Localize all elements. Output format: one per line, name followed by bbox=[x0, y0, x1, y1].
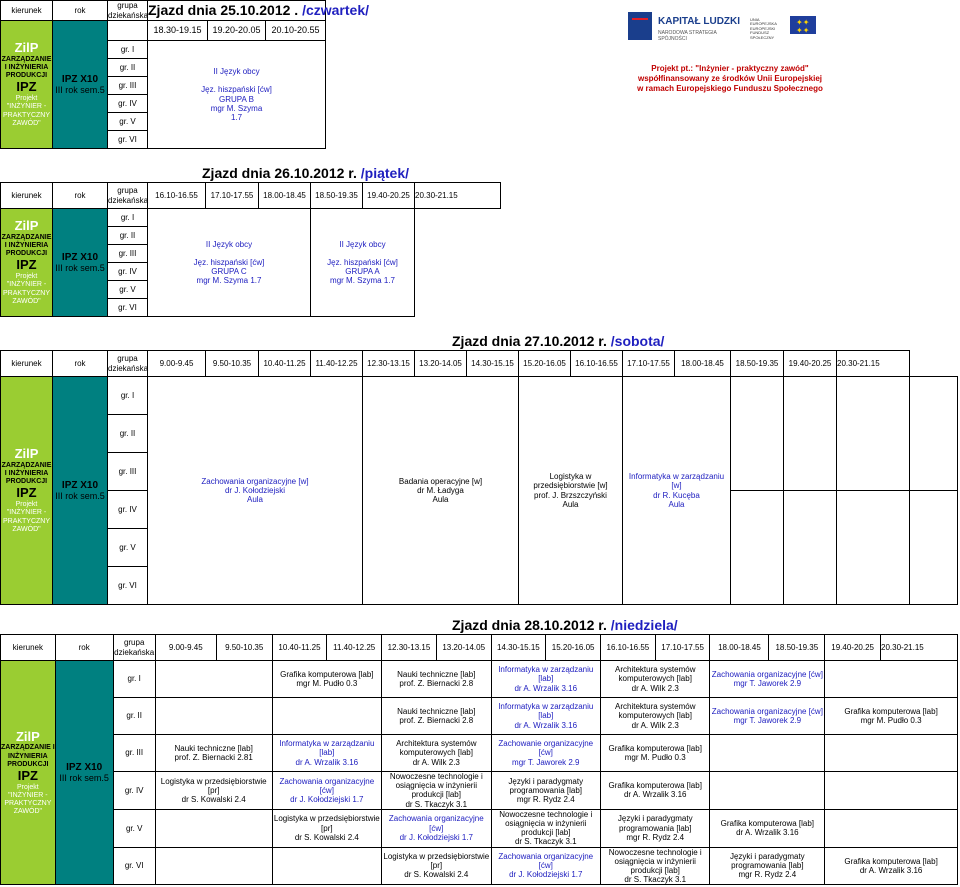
time-slot: 9.00-9.45 bbox=[155, 635, 216, 661]
empty-slot bbox=[155, 661, 272, 698]
course-cell: Grafika komputerowa [lab] dr A. Wrzalik 3.16 bbox=[601, 772, 710, 810]
header-grupa: grupa dziekańska bbox=[108, 183, 148, 209]
header-kierunek: kierunek bbox=[1, 351, 53, 377]
kierunek-cell: ZilP ZARZĄDZANIE I INŻYNIERIA PRODUKCJI IPZ Projekt "INŻYNIER - PRAKTYCZNY ZAWÓD" bbox=[1, 661, 56, 885]
course-cell: Grafika komputerowa [lab] dr A. Wrzalik 3.16 bbox=[710, 809, 825, 847]
group-label: gr. VI bbox=[108, 131, 148, 149]
empty-slot bbox=[784, 377, 837, 491]
empty-slot bbox=[710, 735, 825, 772]
rok-cell: IPZ X10 III rok sem.5 bbox=[55, 661, 113, 885]
time-slot: 20.30-21.15 bbox=[415, 183, 501, 209]
header-kierunek: kierunek bbox=[1, 635, 56, 661]
empty-slot bbox=[155, 809, 272, 847]
course-cell: Języki i paradygmaty programowania [lab] mgr R. Rydz 2.4 bbox=[601, 809, 710, 847]
day-title: Zjazd dnia 25.10.2012 . /czwartek/ bbox=[148, 1, 326, 21]
group-label: gr. IV bbox=[113, 772, 155, 810]
header-grupa: grupa dziekańska bbox=[113, 635, 155, 661]
group-label: gr. V bbox=[113, 809, 155, 847]
course-cell: Logistyka w przedsiębiorstwie [pr] dr S. Kowalski 2.4 bbox=[382, 847, 491, 885]
time-slot: 11.40-12.25 bbox=[311, 351, 363, 377]
time-slot: 12.30-13.15 bbox=[382, 635, 437, 661]
time-slot: 18.50-19.35 bbox=[731, 351, 784, 377]
empty-slot bbox=[731, 377, 784, 491]
course-cell: Informatyka w zarządzaniu [lab] dr A. Wrzalik 3.16 bbox=[491, 661, 600, 698]
kierunek-cell: ZilP ZARZĄDZANIE I INŻYNIERIA PRODUKCJI IPZ Projekt "INŻYNIER - PRAKTYCZNY ZAWÓD" bbox=[1, 21, 53, 149]
time-slot: 12.30-13.15 bbox=[363, 351, 415, 377]
empty-slot bbox=[910, 491, 958, 605]
time-slot: 19.40-20.25 bbox=[825, 635, 881, 661]
group-label: gr. III bbox=[108, 77, 148, 95]
flag-icon bbox=[628, 12, 652, 40]
course-cell: Architektura systemów komputerowych [lab] dr A. Wilk 2.3 bbox=[601, 698, 710, 735]
course-cell: Logistyka w przedsiębiorstwie [pr] dr S. Kowalski 2.4 bbox=[272, 809, 381, 847]
day3-title: Zjazd dnia 27.10.2012 r. /sobota/ bbox=[452, 333, 665, 349]
course-cell: Grafika komputerowa [lab] mgr M. Pudło 0.3 bbox=[825, 698, 958, 735]
rok-cell: IPZ X10 III rok sem.5 bbox=[53, 21, 108, 149]
time-slot: 16.10-16.55 bbox=[148, 183, 206, 209]
time-slot: 10.40-11.25 bbox=[259, 351, 311, 377]
empty-slot bbox=[784, 491, 837, 605]
time-slot: 18.50-19.35 bbox=[769, 635, 825, 661]
time-slot: 19.40-20.25 bbox=[363, 183, 415, 209]
kierunek-cell: ZilP ZARZĄDZANIE I INŻYNIERIA PRODUKCJI IPZ Projekt "INŻYNIER - PRAKTYCZNY ZAWÓD" bbox=[1, 209, 53, 317]
course-cell: Architektura systemów komputerowych [lab] dr A. Wilk 2.3 bbox=[382, 735, 491, 772]
course-cell: Zachowania organizacyjne [ćw] dr J. Kołodziejski 1.7 bbox=[382, 809, 491, 847]
time-slot: 19.20-20.05 bbox=[208, 21, 266, 41]
group-label: gr. I bbox=[113, 661, 155, 698]
group-label: gr. IV bbox=[108, 95, 148, 113]
course-block: Informatyka w zarządzaniu [w] dr R. Kucęba Aula bbox=[623, 377, 731, 605]
group-label: gr. VI bbox=[108, 567, 148, 605]
time-slot: 14.30-15.15 bbox=[491, 635, 546, 661]
time-slot: 15.20-16.05 bbox=[519, 351, 571, 377]
empty-slot bbox=[710, 772, 825, 810]
rok-cell: IPZ X10 III rok sem.5 bbox=[53, 209, 108, 317]
course-cell: Języki i paradygmaty programowania [lab] mgr R. Rydz 2.4 bbox=[491, 772, 600, 810]
group-label: gr. I bbox=[108, 41, 148, 59]
header-rok: rok bbox=[53, 1, 108, 21]
kierunek-cell: ZilP ZARZĄDZANIE I INŻYNIERIA PRODUKCJI IPZ Projekt "INŻYNIER - PRAKTYCZNY ZAWÓD" bbox=[1, 377, 53, 605]
course-cell: Informatyka w zarządzaniu [lab] dr A. Wrzalik 3.16 bbox=[491, 698, 600, 735]
group-label: gr. VI bbox=[113, 847, 155, 885]
time-slot: 9.50-10.35 bbox=[216, 635, 272, 661]
schedule-day1 bbox=[0, 0, 370, 149]
course-block: Logistyka w przedsiębiorstwie [w] prof. J. Brzszczyński Aula bbox=[519, 377, 623, 605]
course-cell: Grafika komputerowa [lab] mgr M. Pudło 0.3 bbox=[272, 661, 381, 698]
time-slot: 16.10-16.55 bbox=[571, 351, 623, 377]
empty-slot bbox=[910, 377, 958, 491]
time-slot: 17.10-17.55 bbox=[623, 351, 675, 377]
course-cell: Nowoczesne technologie i osiągnięcia w inżynierii produkcji [lab] dr S. Tkaczyk 3.1 bbox=[491, 809, 600, 847]
empty-slot bbox=[272, 698, 381, 735]
header-kierunek: kierunek bbox=[1, 183, 53, 209]
rok-cell: IPZ X10 III rok sem.5 bbox=[53, 377, 108, 605]
group-label: gr. III bbox=[108, 245, 148, 263]
time-slot: 13.20-14.05 bbox=[436, 635, 491, 661]
empty-slot bbox=[825, 661, 958, 698]
group-label bbox=[108, 21, 148, 41]
header-rok: rok bbox=[53, 183, 108, 209]
time-slot: 9.50-10.35 bbox=[206, 351, 259, 377]
header-kierunek: kierunek bbox=[1, 1, 53, 21]
header-rok: rok bbox=[53, 351, 108, 377]
empty-slot bbox=[155, 698, 272, 735]
day4-title: Zjazd dnia 28.10.2012 r. /niedziela/ bbox=[452, 617, 678, 633]
empty-slot bbox=[155, 847, 272, 885]
course-block: Badania operacyjne [w] dr M. Ładyga Aula bbox=[363, 377, 519, 605]
time-slot: 20.10-20.55 bbox=[266, 21, 326, 41]
course-cell: Grafika komputerowa [lab] dr A. Wrzalik 3.16 bbox=[825, 847, 958, 885]
logo-text: KAPITAŁ LUDZKI bbox=[658, 16, 741, 27]
empty-slot bbox=[837, 491, 910, 605]
time-slot: 14.30-15.15 bbox=[467, 351, 519, 377]
course-cell: Nauki techniczne [lab] prof. Z. Biernacki 2.8 bbox=[382, 698, 491, 735]
group-label: gr. III bbox=[108, 453, 148, 491]
time-slot: 15.20-16.05 bbox=[546, 635, 601, 661]
course-cell: Zachowania organizacyjne [ćw] dr J. Kołodziejski 1.7 bbox=[491, 847, 600, 885]
course-block: Zachowania organizacyjne [w] dr J. Kołodziejski Aula bbox=[148, 377, 363, 605]
group-label: gr. II bbox=[113, 698, 155, 735]
course-cell: Architektura systemów komputerowych [lab] dr A. Wilk 2.3 bbox=[601, 661, 710, 698]
group-label: gr. III bbox=[113, 735, 155, 772]
course-cell: Nauki techniczne [lab] prof. Z. Biernacki 2.8 bbox=[382, 661, 491, 698]
course-block: II Język obcy Jęz. hiszpański [ćw] GRUPA A mgr M. Szyma 1.7 bbox=[311, 209, 415, 317]
course-cell: Grafika komputerowa [lab] mgr M. Pudło 0.3 bbox=[601, 735, 710, 772]
empty-slot bbox=[731, 491, 784, 605]
header-rok: rok bbox=[55, 635, 113, 661]
empty-slot bbox=[825, 735, 958, 772]
group-label: gr. VI bbox=[108, 299, 148, 317]
course-cell: Logistyka w przedsiębiorstwie [pr] dr S. Kowalski 2.4 bbox=[155, 772, 272, 810]
empty-slot bbox=[837, 377, 910, 491]
empty-slot bbox=[825, 772, 958, 810]
time-slot: 9.00-9.45 bbox=[148, 351, 206, 377]
time-slot: 18.00-18.45 bbox=[259, 183, 311, 209]
project-info: Projekt pt.: "Inżynier - praktyczny zawód" współfinansowany ze środków Unii Europejskiej w ramach Europejskiego Funduszu Społecznego bbox=[637, 64, 823, 93]
group-label: gr. II bbox=[108, 415, 148, 453]
course-cell: Zachowania organizacyjne [ćw] mgr T. Jaworek 2.9 bbox=[710, 698, 825, 735]
time-slot: 20.30-21.15 bbox=[837, 351, 910, 377]
schedule-day4 bbox=[0, 634, 958, 885]
group-label: gr. V bbox=[108, 113, 148, 131]
course-cell: Nowoczesne technologie i osiągnięcia w inżynierii produkcji [lab] dr S. Tkaczyk 3.1 bbox=[601, 847, 710, 885]
schedule-day2 bbox=[0, 182, 501, 317]
course-cell: Nauki techniczne [lab] prof. Z. Biernacki 2.81 bbox=[155, 735, 272, 772]
group-label: gr. IV bbox=[108, 263, 148, 281]
kapital-ludzki-logo bbox=[628, 10, 743, 46]
time-slot: 18.00-18.45 bbox=[675, 351, 731, 377]
time-slot: 10.40-11.25 bbox=[272, 635, 327, 661]
group-label: gr. II bbox=[108, 59, 148, 77]
time-slot: 17.10-17.55 bbox=[655, 635, 710, 661]
time-slot: 17.10-17.55 bbox=[206, 183, 259, 209]
course-cell: Nowoczesne technologie i osiągnięcia w inżynierii produkcji [lab] dr S. Tkaczyk 3.1 bbox=[382, 772, 491, 810]
header-grupa: grupa dziekańska bbox=[108, 351, 148, 377]
group-label: gr. IV bbox=[108, 491, 148, 529]
course-cell: Zachowania organizacyjne [ćw] dr J. Kołodziejski 1.7 bbox=[272, 772, 381, 810]
time-slot: 11.40-12.25 bbox=[327, 635, 382, 661]
group-label: gr. I bbox=[108, 209, 148, 227]
time-slot: 20.30-21.15 bbox=[881, 635, 958, 661]
course-block: II Język obcy Jęz. hiszpański [ćw] GRUPA C mgr M. Szyma 1.7 bbox=[148, 209, 311, 317]
header-grupa: grupa dziekańska bbox=[108, 1, 149, 20]
day2-title: Zjazd dnia 26.10.2012 r. /piątek/ bbox=[202, 165, 410, 181]
time-slot: 18.00-18.45 bbox=[710, 635, 769, 661]
group-label: gr. V bbox=[108, 529, 148, 567]
logo-subtext: NARODOWA STRATEGIA SPÓJNOŚCI bbox=[658, 30, 717, 42]
time-slot: 13.20-14.05 bbox=[415, 351, 467, 377]
course-cell: Informatyka w zarządzaniu [lab] dr A. Wrzalik 3.16 bbox=[272, 735, 381, 772]
course-block: II Język obcy Jęz. hiszpański [ćw] GRUPA B mgr M. Szyma 1.7 bbox=[148, 41, 326, 149]
empty-slot bbox=[825, 809, 958, 847]
time-slot: 19.40-20.25 bbox=[784, 351, 837, 377]
course-cell: Zachowanie organizacyjne [ćw] mgr T. Jaworek 2.9 bbox=[491, 735, 600, 772]
empty-slot bbox=[272, 847, 381, 885]
course-cell: Języki i paradygmaty programowania [lab] mgr R. Rydz 2.4 bbox=[710, 847, 825, 885]
time-slot: 18.30-19.15 bbox=[148, 21, 208, 41]
group-label: gr. I bbox=[108, 377, 148, 415]
time-slot: 18.50-19.35 bbox=[311, 183, 363, 209]
group-label: gr. V bbox=[108, 281, 148, 299]
group-label: gr. II bbox=[108, 227, 148, 245]
schedule-day3 bbox=[0, 350, 958, 605]
course-cell: Zachowania organizacyjne [ćw] mgr T. Jaworek 2.9 bbox=[710, 661, 825, 698]
eu-logo: UNIA EUROPEJSKA EUROPEJSKI FUNDUSZ SPOŁECZNY ✦✦ ✦✦ bbox=[750, 16, 820, 40]
time-slot: 16.10-16.55 bbox=[601, 635, 656, 661]
